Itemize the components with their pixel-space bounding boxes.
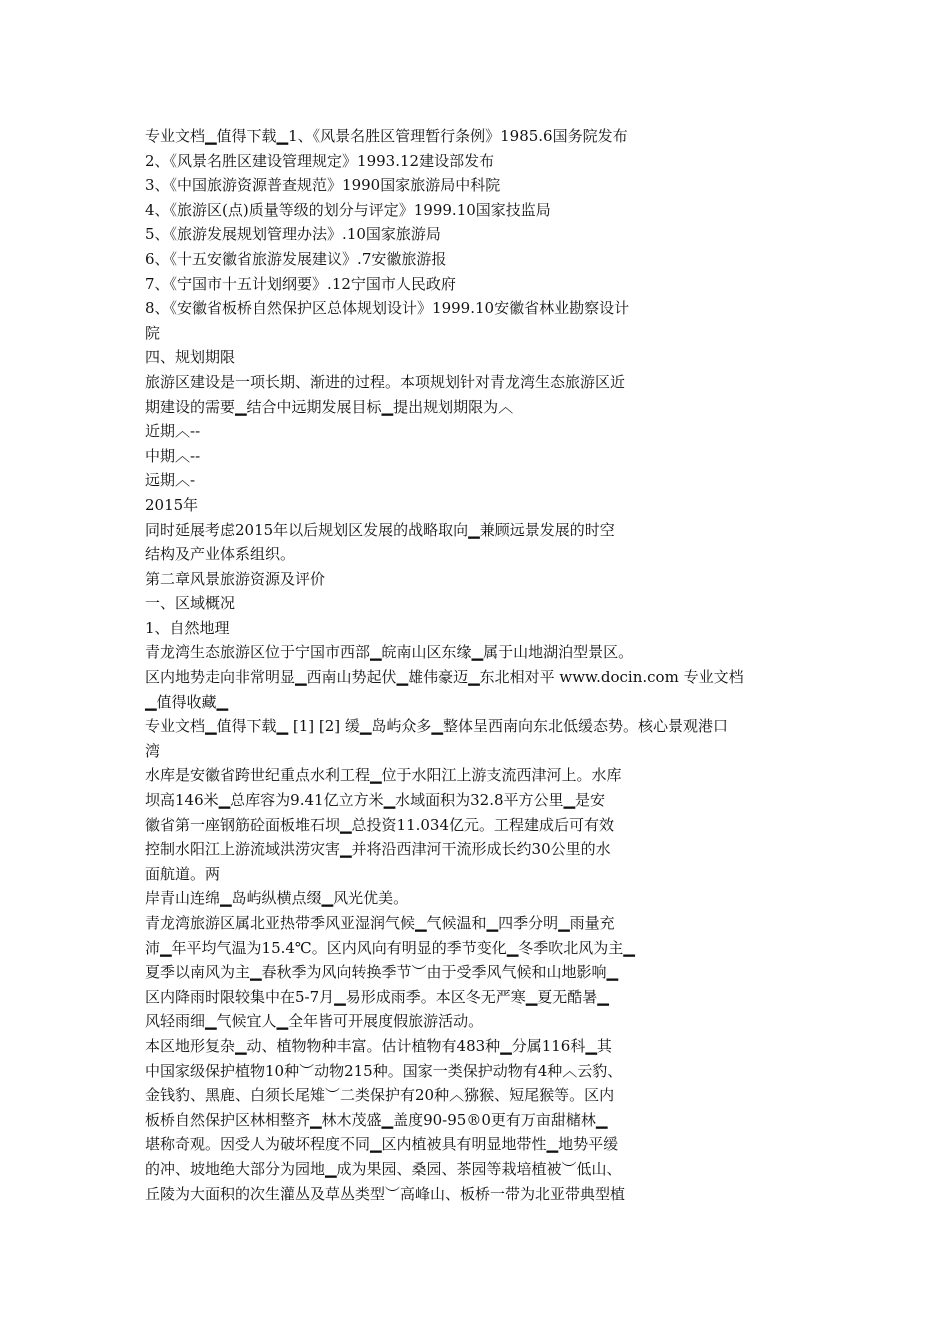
text-line: 湾 (145, 741, 161, 760)
text-line: 青龙湾生态旅游区位于宁国市西部▁皖南山区东缘▁属于山地湖泊型景区。 (145, 643, 634, 662)
text-line: 区内降雨时限较集中在5-7月▁易形成雨季。本区冬无严寒▁夏无酷暑▁ (145, 987, 609, 1006)
text-line: 堪称奇观。因受人为破坏程度不同▁区内植被具有明显地带性▁地势平缓 (145, 1135, 619, 1154)
text-line: 中国家级保护植物10种︶动物215种。国家一类保护动物有4种︿云豹、 (145, 1061, 623, 1080)
text-line: 坝高146米▁总库容为9.41亿立方米▁水域面积为32.8平方公里▁是安 (145, 791, 606, 810)
text-line: 结构及产业体系组织。 (145, 545, 296, 564)
subsection-heading: 1、自然地理 (145, 618, 230, 637)
text-line: 同时延展考虑2015年以后规划区发展的战略取向▁兼顾远景发展的时空 (145, 520, 615, 539)
text-line: 期建设的需要▁结合中远期发展目标▁提出规划期限为︿ (145, 397, 514, 416)
text-line: 的冲、坡地绝大部分为园地▁成为果园、桑园、茶园等栽培植被︶低山、 (145, 1159, 622, 1178)
text-line: ▁值得收藏▁ (145, 692, 229, 711)
text-line: 青龙湾旅游区属北亚热带季风亚湿润气候▁气候温和▁四季分明▁雨量充 (145, 914, 615, 932)
text-line: 丘陵为大面积的次生灌丛及草丛类型︶高峰山、板桥一带为北亚带典型植 (145, 1184, 626, 1203)
text-line: 远期︿- (145, 471, 196, 490)
text-line: 近期︿-- (145, 422, 201, 441)
text-line: 6、《十五安徽省旅游发展建议》.7安徽旅游报 (145, 249, 447, 268)
chapter-heading: 第二章风景旅游资源及评价 (145, 569, 326, 588)
text-line: 本区地形复杂▁动、植物物种丰富。估计植物有483种▁分属116科▁其 (145, 1036, 612, 1055)
section-heading: 一、区域概况 (145, 594, 236, 613)
text-line: 4、《旅游区(点)质量等级的划分与评定》1999.10国家技监局 (145, 200, 551, 219)
text-line: 旅游区建设是一项长期、渐进的过程。本项规划针对青龙湾生态旅游区近 (145, 372, 626, 391)
text-line: 水库是安徽省跨世纪重点水利工程▁位于水阳江上游支流西津河上。水库 (145, 766, 622, 785)
text-line: 控制水阳江上游流域洪涝灾害▁并将沿西津河干流形成长约30公里的水 (145, 840, 611, 859)
text-line: 金钱豹、黑鹿、白须长尾雉︶二类保护有20种︿猕猴、短尾猴等。区内 (145, 1086, 615, 1105)
text-line: 岸青山连绵▁岛屿纵横点缀▁风光优美。 (145, 889, 409, 908)
text-line: 沛▁年平均气温为15.4℃。区内风向有明显的季节变化▁冬季吹北风为主▁ (145, 938, 635, 957)
text-line: 专业文档▁值得下载▁1、《风景名胜区管理暂行条例》1985.6国务院发布 (145, 127, 628, 145)
text-line: 7、《宁国市十五计划纲要》.12宁国市人民政府 (145, 274, 456, 293)
text-line: 面航道。两 (145, 864, 221, 883)
text-line: 2、《风景名胜区建设管理规定》1993.12建设部发布 (145, 151, 495, 170)
text-line: 2015年 (145, 495, 199, 514)
text-line: 中期︿-- (145, 446, 201, 465)
document-body (145, 124, 825, 1206)
section-heading: 四、规划期限 (145, 348, 236, 367)
text-line: 风轻雨细▁气候宜人▁全年皆可开展度假旅游活动。 (145, 1012, 484, 1031)
text-line: 区内地势走向非常明显▁西南山势起伏▁雄伟豪迈▁东北相对平 www.docin.com 专业文档 (145, 668, 744, 687)
text-line: 夏季以南风为主▁春秋季为风向转换季节︶由于受季风气候和山地影响▁ (145, 963, 619, 982)
text-line: 3、《中国旅游资源普查规范》1990国家旅游局中科院 (145, 176, 501, 195)
text-line: 8、《安徽省板桥自然保护区总体规划设计》1999.10安徽省林业勘察设计 (145, 299, 630, 318)
text-line: 专业文档▁值得下载▁ [1] [2] 缓▁岛屿众多▁整体呈西南向东北低缓态势。核心景观港口 (145, 717, 728, 736)
text-line: 徽省第一座钢筋砼面板堆石坝▁总投资11.034亿元。工程建成后可有效 (145, 815, 615, 834)
text-line: 板桥自然保护区林相整齐▁林木茂盛▁盖度90-95®0更有万亩甜槠林▁ (145, 1110, 608, 1129)
text-line: 5、《旅游发展规划管理办法》.10国家旅游局 (145, 225, 441, 244)
text-line: 院 (145, 323, 161, 342)
